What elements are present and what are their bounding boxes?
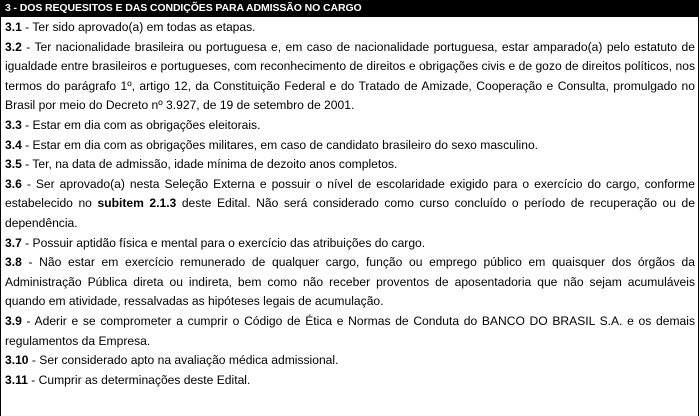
- item-text: - Cumprir as determinações deste Edital.: [27, 372, 251, 387]
- item-text: - Ter nacionalidade brasileira ou portuguesa e, em caso de nacionalidade portuguesa, estar amparado(a) pelo estatuto de igualdade entre brasileiros e portugueses, com reconhecimento de direitos e obrigações civis e de gozo de direitos políticos, nos termos do parágrafo 1º, artigo 12, da Constituição Federal e do Tratado de Amizade, Cooperação e Consulta, promulgado no Brasil por meio do Decreto nº 3.927, de 19 de setembro de 2001.: [5, 39, 695, 113]
- item-number: 3.6: [5, 176, 22, 191]
- item-text: - Não estar em exercício remunerado de qualquer cargo, função ou emprego público em quaisquer dos órgãos da Administração Pública direta ou indireta, bem como não receber proventos de aposentadoria que não sejam acumuláveis quando em atividade, ressalvadas as hipóteses legais de acumulação.: [5, 255, 695, 309]
- requirement-item-3-9: [5, 312, 695, 351]
- section-header: 3 - DOS REQUESITOS E DAS CONDIÇÕES PARA ADMISSÃO NO CARGO: [1, 0, 698, 17]
- subitem-reference: subitem 2.1.3: [97, 196, 177, 211]
- item-text: - Ter sido aprovado(a) em todas as etapas.: [21, 20, 256, 34]
- item-text: - Aderir e se comprometer a cumprir o Código de Ética e Normas de Conduta do BANCO DO BRASIL S.A. e os demais regulamentos da Empresa.: [5, 313, 695, 348]
- item-number: 3.2: [5, 39, 22, 54]
- requirement-item-3-1: [5, 18, 695, 38]
- item-number: 3.5: [5, 157, 22, 172]
- item-text: - Ter, na data de admissão, idade mínima de dezoito anos completos.: [21, 157, 398, 172]
- item-number: 3.10: [5, 353, 29, 368]
- requirement-item-3-10: [5, 351, 695, 371]
- item-text-before: - Ser aprovado(a) nesta Seleção Externa e possuir o nível de escolaridade exigido para o exercício do cargo, conforme estabelecido no: [5, 176, 695, 211]
- item-number: 3.11: [5, 372, 28, 387]
- requirements-list: [5, 18, 695, 390]
- requirement-item-3-4: [5, 136, 695, 156]
- requirement-item-3-7: [5, 234, 695, 254]
- requirement-item-3-3: [5, 116, 695, 136]
- item-number: 3.8: [5, 255, 22, 270]
- requirement-item-3-2: [5, 38, 695, 116]
- requirement-item-3-11: [5, 371, 695, 391]
- item-text: - Possuir aptidão física e mental para o exercício das atribuições do cargo.: [21, 235, 426, 250]
- item-text-after: deste Edital. Não será considerado como curso concluído o período de recuperação ou de dependência.: [5, 196, 695, 230]
- item-number: 3.1: [5, 20, 22, 34]
- item-text: - Estar em dia com as obrigações militares, em caso de candidato brasileiro do sexo masculino.: [21, 137, 539, 152]
- requirement-item-3-6: [5, 175, 695, 234]
- item-number: 3.7: [5, 235, 22, 250]
- requirement-item-3-5: [5, 155, 695, 175]
- item-number: 3.4: [5, 137, 22, 152]
- item-number: 3.3: [5, 117, 22, 132]
- item-text: - Estar em dia com as obrigações eleitorais.: [21, 117, 261, 132]
- item-number: 3.9: [5, 313, 22, 328]
- requirement-item-3-8: [5, 253, 695, 312]
- item-text: - Ser considerado apto na avaliação médica admissional.: [28, 353, 339, 368]
